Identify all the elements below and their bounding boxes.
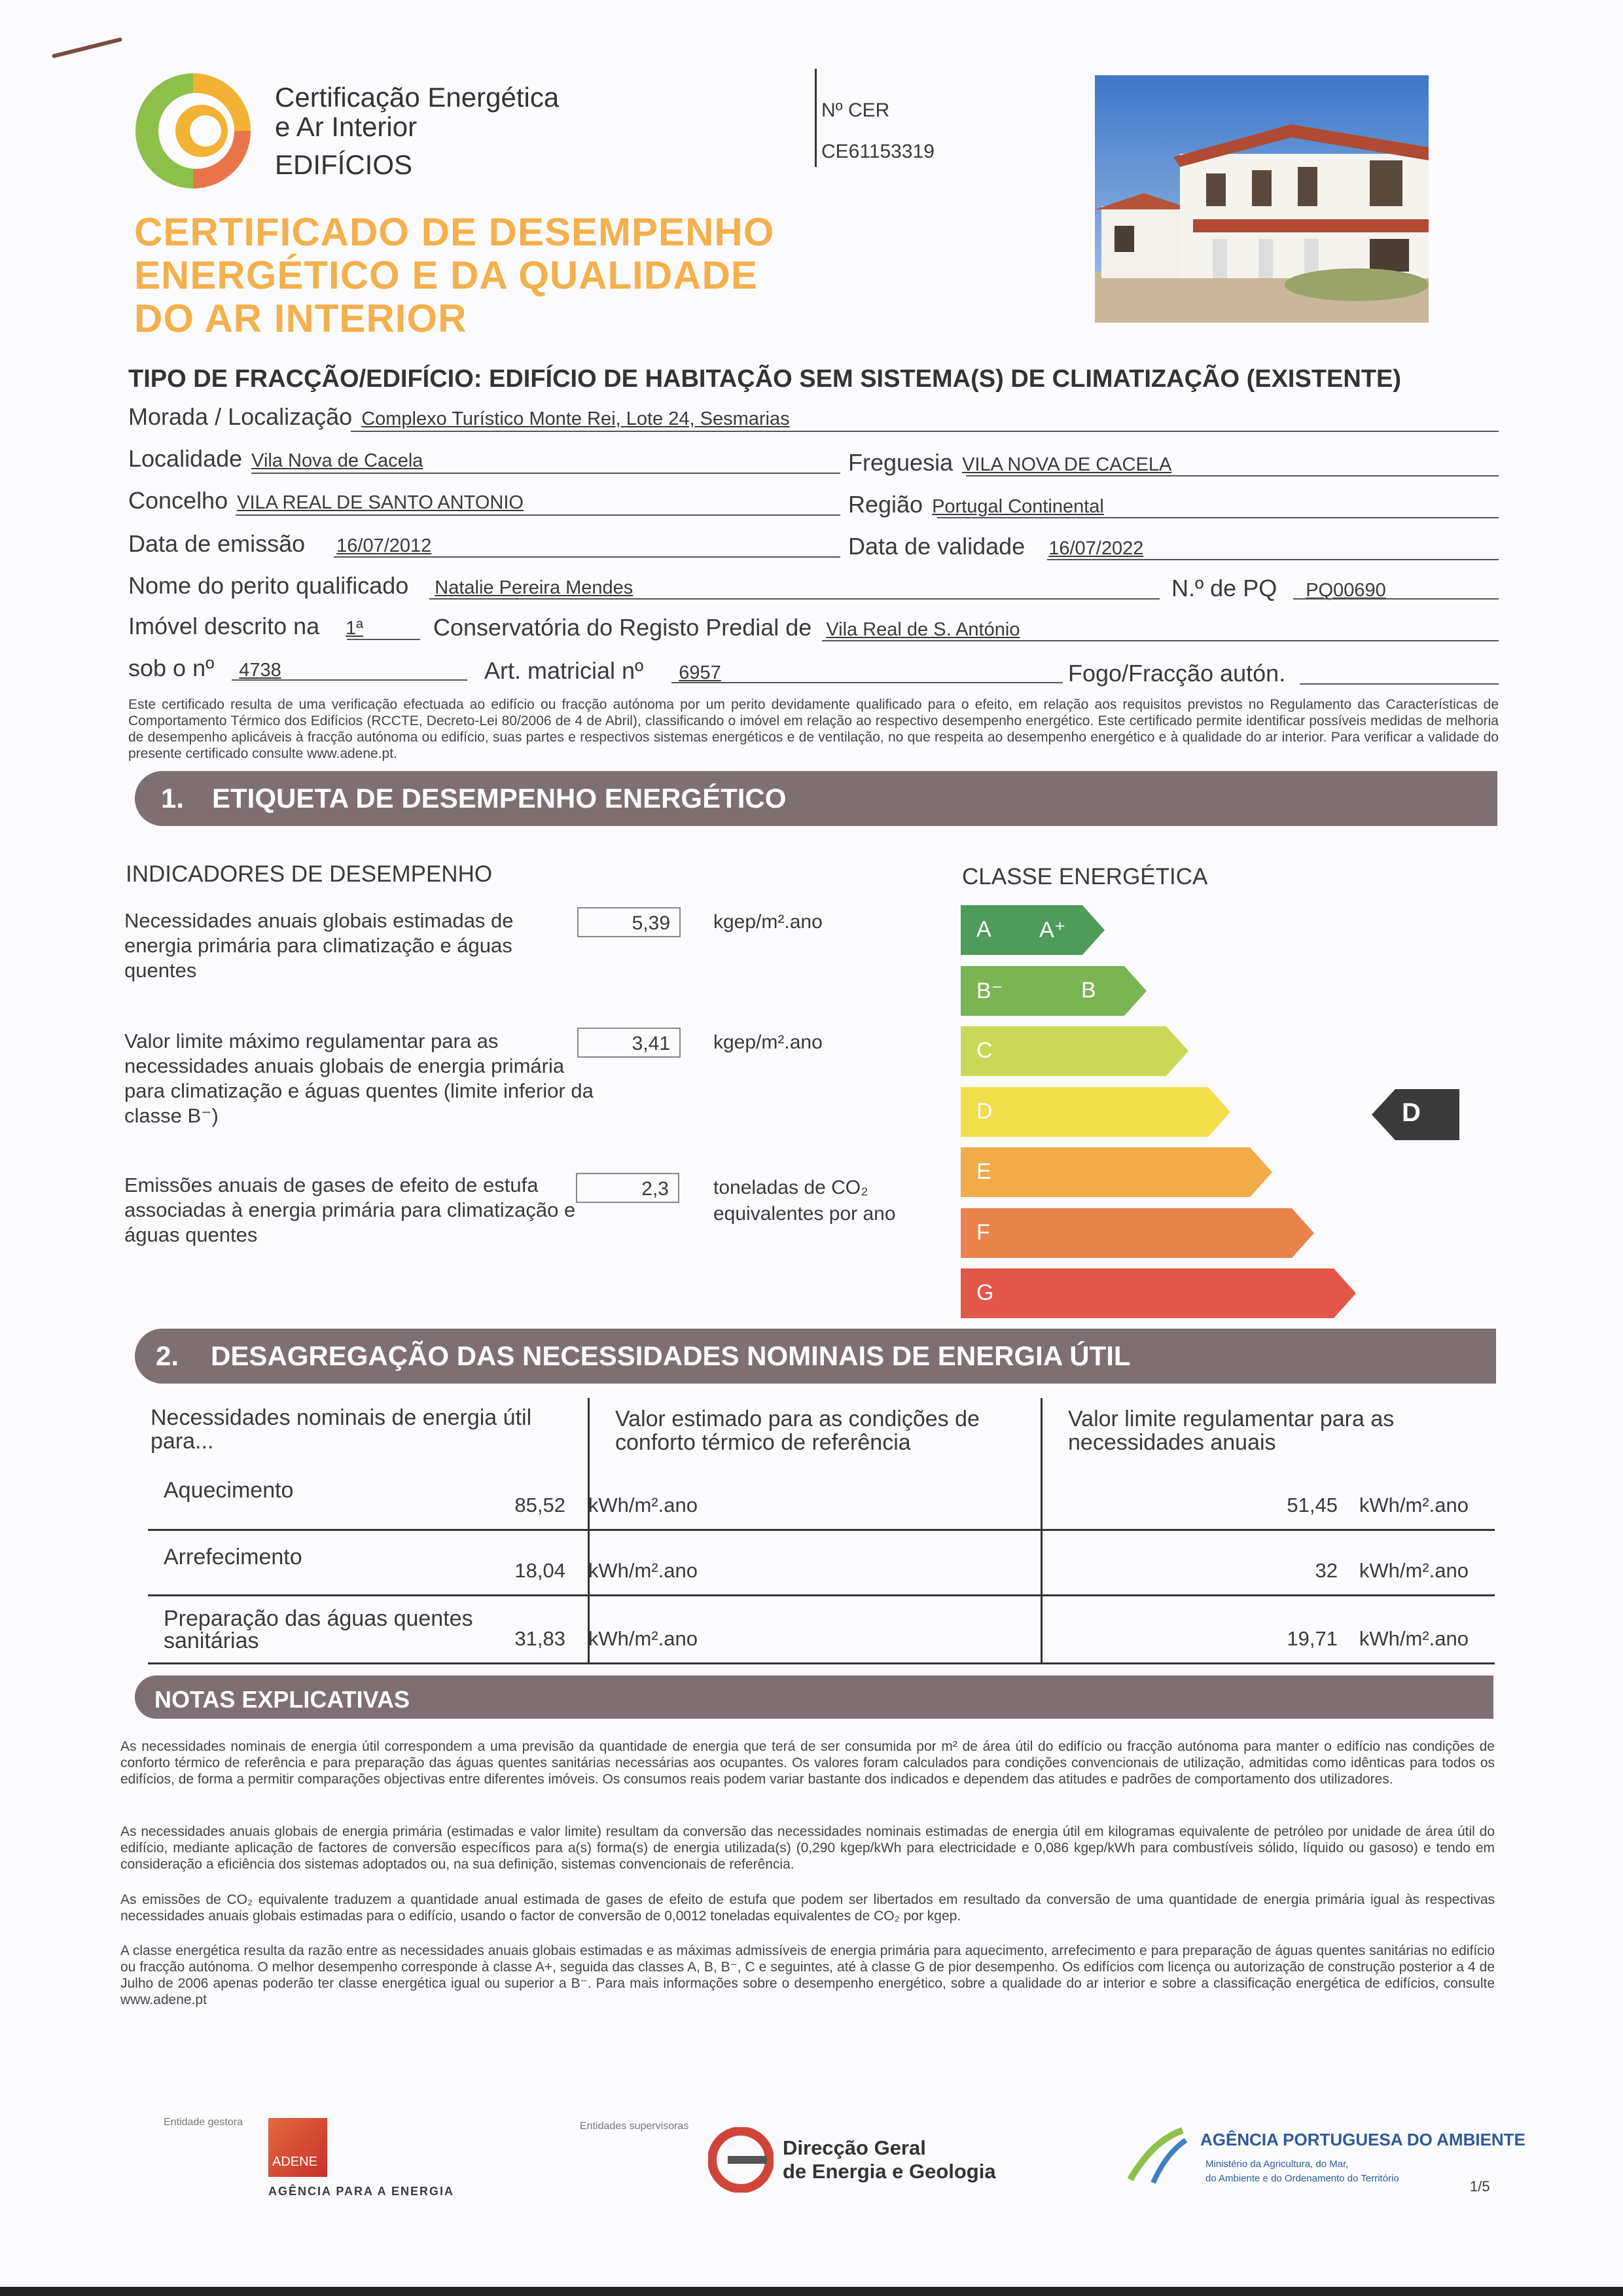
class-band-label: D [976,1098,993,1124]
perito-label: Nome do perito qualificado [128,572,409,599]
artigo-label: Art. matricial nº [484,657,644,684]
class-band-2 [961,966,1124,1016]
table-limit-value: 19,71 [1287,1627,1338,1650]
notes-header [135,1676,1493,1719]
table-estimated-unit: kWh/m².ano [588,1559,698,1582]
indicator2-unit: kgep/m².ano [713,1031,823,1053]
row-localidade [128,445,423,473]
intro-text: Este certificado resulta de uma verificação efectuada ao edifício ou fracção autónoma por um perito devidamente qualificado para o efeito, em relação aos requisitos previstos no Regulamento das Características de Comportamento Térmico dos Edifícios (RCCTE, Decreto-Lei 80/2006 de 4 de Abril), classificando o imóvel em relação ao respectivo desempenho energético. Este certificado permite identificar possíveis medidas de melhoria de desempenho aplicáveis à fracção autónoma ou edifício, suas partes e respectivos sistemas energéticos e de ventilação, no que respeita ao desempenho energético e à qualidade do ar interior. Para verificar a validade do presente certificado consulte www.adene.pt. [128,697,1499,761]
notes-p2: As necessidades anuais globais de energia primária (estimadas e valor limite) resultam da conversão das necessidades nominais estimadas de energia útil em kilogramas equivalente de petróleo por unidade de área útil do edifício, mediante aplicação de factores de conversão específicos para a(s) forma(s) de energia utilizada(s) (0,290 kgep/kWh para electricidade e 0,086 kgep/kWh para combustíveis sólido, líquido ou gasoso) e tendo em consideração a eficiência dos sistemas adoptados ou, na sua definição, sistemas convencionais de referência. [120,1824,1495,1872]
freguesia-label: Freguesia [848,449,954,476]
perito-value: Natalie Pereira Mendes [435,577,633,598]
fogo-label: Fogo/Fracção autón. [1068,660,1286,687]
row-artigo [484,657,721,685]
class-band-label: A [976,917,991,942]
class-band-label-secondary: A⁺ [1039,918,1066,942]
regiao-label: Região [848,491,923,518]
validade-value: 16/07/2022 [1048,538,1144,559]
section1-header [135,771,1497,826]
result-class-marker [1372,1089,1459,1140]
emissao-underline [334,556,840,558]
title-line2: ENERGÉTICO E DA QUALIDADE [134,253,758,297]
brand-line1: Certificação Energética [275,82,560,113]
class-band-1 [961,905,1082,955]
dgeg-line1: Direcção Geral [783,2136,926,2159]
sob-value: 4738 [239,660,281,681]
concelho-label: Concelho [128,487,228,514]
table-header-col1: Necessidades nominais de energia útil para... [151,1405,532,1454]
class-title: CLASSE ENERGÉTICA [962,864,1208,889]
section2-title: DESAGREGAÇÃO DAS NECESSIDADES NOMINAIS DE ENERGIA ÚTIL [211,1340,1131,1371]
row-morada [128,403,1499,431]
section1-number: 1. [161,783,185,814]
row-validade [848,533,1143,560]
table-header-col3: Valor limite regulamentar para as necessidades anuais [1068,1407,1395,1455]
conservatoria-label: Conservatória do Registo Predial de [433,614,812,641]
brand-line2: e Ar Interior [275,111,418,142]
certificate-title [134,211,774,340]
morada-underline [351,431,1499,432]
table-row [148,1594,1495,1664]
imovel-underline [347,639,420,640]
notes-title: NOTAS EXPLICATIVAS [154,1686,410,1713]
indicator3-unit-line2: equivalentes por ano [713,1203,896,1225]
row-regiao [848,491,1104,518]
class-band-label: F [976,1219,990,1245]
row-sob [128,655,281,682]
conservatoria-underline [822,640,1499,641]
row-concelho [128,487,524,514]
result-class-label: D [1402,1098,1421,1127]
table-estimated-unit: kWh/m².ano [588,1494,698,1516]
adene-logo-text: ADENE [272,2155,317,2169]
regiao-value: Portugal Continental [932,496,1104,517]
class-band-label: G [976,1280,994,1305]
table-estimated-value: 18,04 [514,1559,565,1582]
row-freguesia [848,449,1171,476]
table-estimated-value: 85,52 [514,1494,565,1516]
class-band-6 [961,1208,1292,1258]
class-band-5 [961,1147,1250,1197]
cer-number: CE61153319 [821,141,935,162]
table-row-label: Arrefecimento [164,1545,302,1570]
class-band-label-secondary: B [1081,977,1096,1003]
notes-p4: A classe energética resulta da razão entre as necessidades anuais globais estimadas e as máximas admissíveis de energia primária para aquecimento, arrefecimento e para preparação de águas quentes sanitárias no edifício ou fracção autónoma. O melhor desempenho corresponde à classe A+, seguida das classes A, B, B⁻, C e seguintes, até à classe G de pior desempenho. Os edifícios com licença ou autorização de construção posterior a 4 de Julho de 2006 apenas poderão ter classe energética igual ou superior a B⁻. Para mais informações sobre o desempenho energético, sobre a qualidade do ar interior e sobre a classificação energética de edifícios, consulte www.adene.pt [120,1943,1495,2007]
indicator3-text: Emissões anuais de gases de efeito de estufa associadas à energia primária para climatização e águas quentes [124,1174,576,1246]
indicator1-text: Necessidades anuais globais estimadas de energia primária para climatização e águas quentes [124,909,514,982]
section2-number: 2. [156,1340,179,1371]
indicator3-value: 2,3 [576,1173,679,1203]
table-limit-unit: kWh/m².ano [1359,1627,1469,1650]
table-row [148,1462,1495,1531]
notes-p1: As necessidades nominais de energia útil correspondem a uma previsão da quantidade de energia que terá de ser consumida por m² de área útil do edifício ou fracção autónoma para manter o edifício nas condições de conforto térmico de referência e para preparação das águas quentes sanitárias necessárias aos ocupantes. Os valores foram calculados para condições convencionais de utilização, admitidas como idênticas para todos os edifícios, de forma a permitir comparações objectivas entre diferentes imóveis. Os consumos reais podem variar bastante dos indicados e dependem das atitudes e padrões de comportamento dos utilizadores. [120,1739,1495,1787]
emissao-label: Data de emissão [128,530,306,557]
concelho-underline [236,514,840,516]
pq-underline [1293,598,1499,600]
title-line3: DO AR INTERIOR [134,296,467,340]
morada-label: Morada / Localização [128,403,353,430]
row-conservatoria [433,614,1020,641]
localidade-label: Localidade [128,445,243,472]
validade-label: Data de validade [848,533,1026,560]
apa-logo-icon [1127,2127,1205,2186]
indicator1-unit: kgep/m².ano [713,911,823,933]
class-band-3 [961,1026,1166,1076]
row-emissao [128,530,431,558]
row-imovel [128,613,363,640]
apa-title: AGÊNCIA PORTUGUESA DO AMBIENTE [1200,2130,1525,2149]
adene-logo-icon [268,2118,327,2177]
emissao-value: 16/07/2012 [336,535,432,556]
class-band-label: C [976,1038,993,1063]
class-band-label: E [976,1159,991,1184]
dgeg-line2: de Energia e Geologia [783,2160,996,2183]
freguesia-value: VILA NOVA DE CACELA [962,454,1172,475]
fogo-underline [1300,683,1499,685]
dgeg-logo-icon [708,2127,774,2193]
title-line1: CERTIFICADO DE DESEMPENHO [134,210,775,254]
imovel-label: Imóvel descrito na [128,613,320,639]
building-type: TIPO DE FRACÇÃO/EDIFÍCIO: EDIFÍCIO DE HABITAÇÃO SEM SISTEMA(S) DE CLIMATIZAÇÃO (EXISTENTE) [128,365,1402,393]
table-limit-value: 51,45 [1287,1494,1338,1516]
table-row-label: Aquecimento [164,1478,294,1503]
table-limit-unit: kWh/m².ano [1359,1494,1469,1516]
notes-p3: As emissões de CO₂ equivalente traduzem a quantidade anual estimada de gases de efeito de estufa que podem ser libertados em resultado da conversão de uma quantidade de energia primária igual às respectivas necessidades anuais globais estimadas para o edifício, usando o factor de conversão de 0,0012 toneladas equivalentes de CO₂ por kgep. [120,1892,1495,1924]
entidades-supervisoras-label: Entidades supervisoras [580,2121,689,2132]
entidade-gestora-label: Entidade gestora [164,2117,243,2128]
table-estimated-unit: kWh/m².ano [588,1627,698,1650]
apa-sub1: Ministério da Agricultura, do Mar, [1205,2159,1349,2170]
indicator1-value: 5,39 [577,907,681,937]
section1-title: ETIQUETA DE DESEMPENHO ENERGÉTICO [212,783,787,814]
table-row-label: Preparação das águas quentes sanitárias [164,1606,473,1653]
conservatoria-value: Vila Real de S. António [826,619,1020,640]
bottom-scan-edge [0,2287,1623,2296]
artigo-value: 6957 [679,662,721,683]
page-number: 1/5 [1470,2178,1490,2195]
brand-line3: EDIFÍCIOS [275,149,413,180]
perito-underline [429,598,1160,600]
concelho-value: VILA REAL DE SANTO ANTONIO [237,492,524,513]
validade-underline [1047,559,1499,560]
pen-mark [52,37,122,58]
row-perito [128,572,633,600]
localidade-value: Vila Nova de Cacela [251,450,423,471]
sce-logo-icon [131,69,255,193]
localidade-underline [251,473,840,474]
imovel-value: 1ª [346,618,364,639]
table-header-col2: Valor estimado para as condições de conforto térmico de referência [615,1407,980,1455]
sob-label: sob o nº [128,655,215,681]
table-estimated-value: 31,83 [514,1627,565,1650]
cer-divider [815,69,817,167]
indicator2-value: 3,41 [577,1028,681,1058]
class-band-label: B⁻ [976,978,1003,1003]
artigo-underline [671,682,1063,683]
pq-label: N.º de PQ [1171,575,1277,601]
table-row [148,1529,1495,1596]
row-fogo [1068,660,1285,687]
building-photo [1095,75,1429,323]
indicators-title: INDICADORES DE DESEMPENHO [126,861,493,887]
morada-value: Complexo Turístico Monte Rei, Lote 24, Sesmarias [361,408,790,429]
table-limit-unit: kWh/m².ano [1359,1559,1469,1582]
pq-value: PQ00690 [1306,580,1386,601]
apa-sub2: do Ambiente e do Ordenamento do Território [1205,2173,1399,2184]
freguesia-underline [966,475,1499,476]
regiao-underline [937,517,1499,518]
indicator2-text: Valor limite máximo regulamentar para as necessidades anuais globais de energia primária para climatização e águas quentes (limite inferior da classe B⁻) [124,1030,594,1127]
sob-underline [232,679,467,681]
cer-label: Nº CER [821,99,890,121]
class-band-4 [961,1087,1208,1137]
table-limit-value: 32 [1315,1559,1338,1582]
indicator3-unit-line1: toneladas de CO₂ [713,1177,868,1198]
class-band-7 [961,1268,1334,1318]
adene-subtitle: AGÊNCIA PARA A ENERGIA [268,2185,455,2198]
section2-header [135,1329,1496,1384]
